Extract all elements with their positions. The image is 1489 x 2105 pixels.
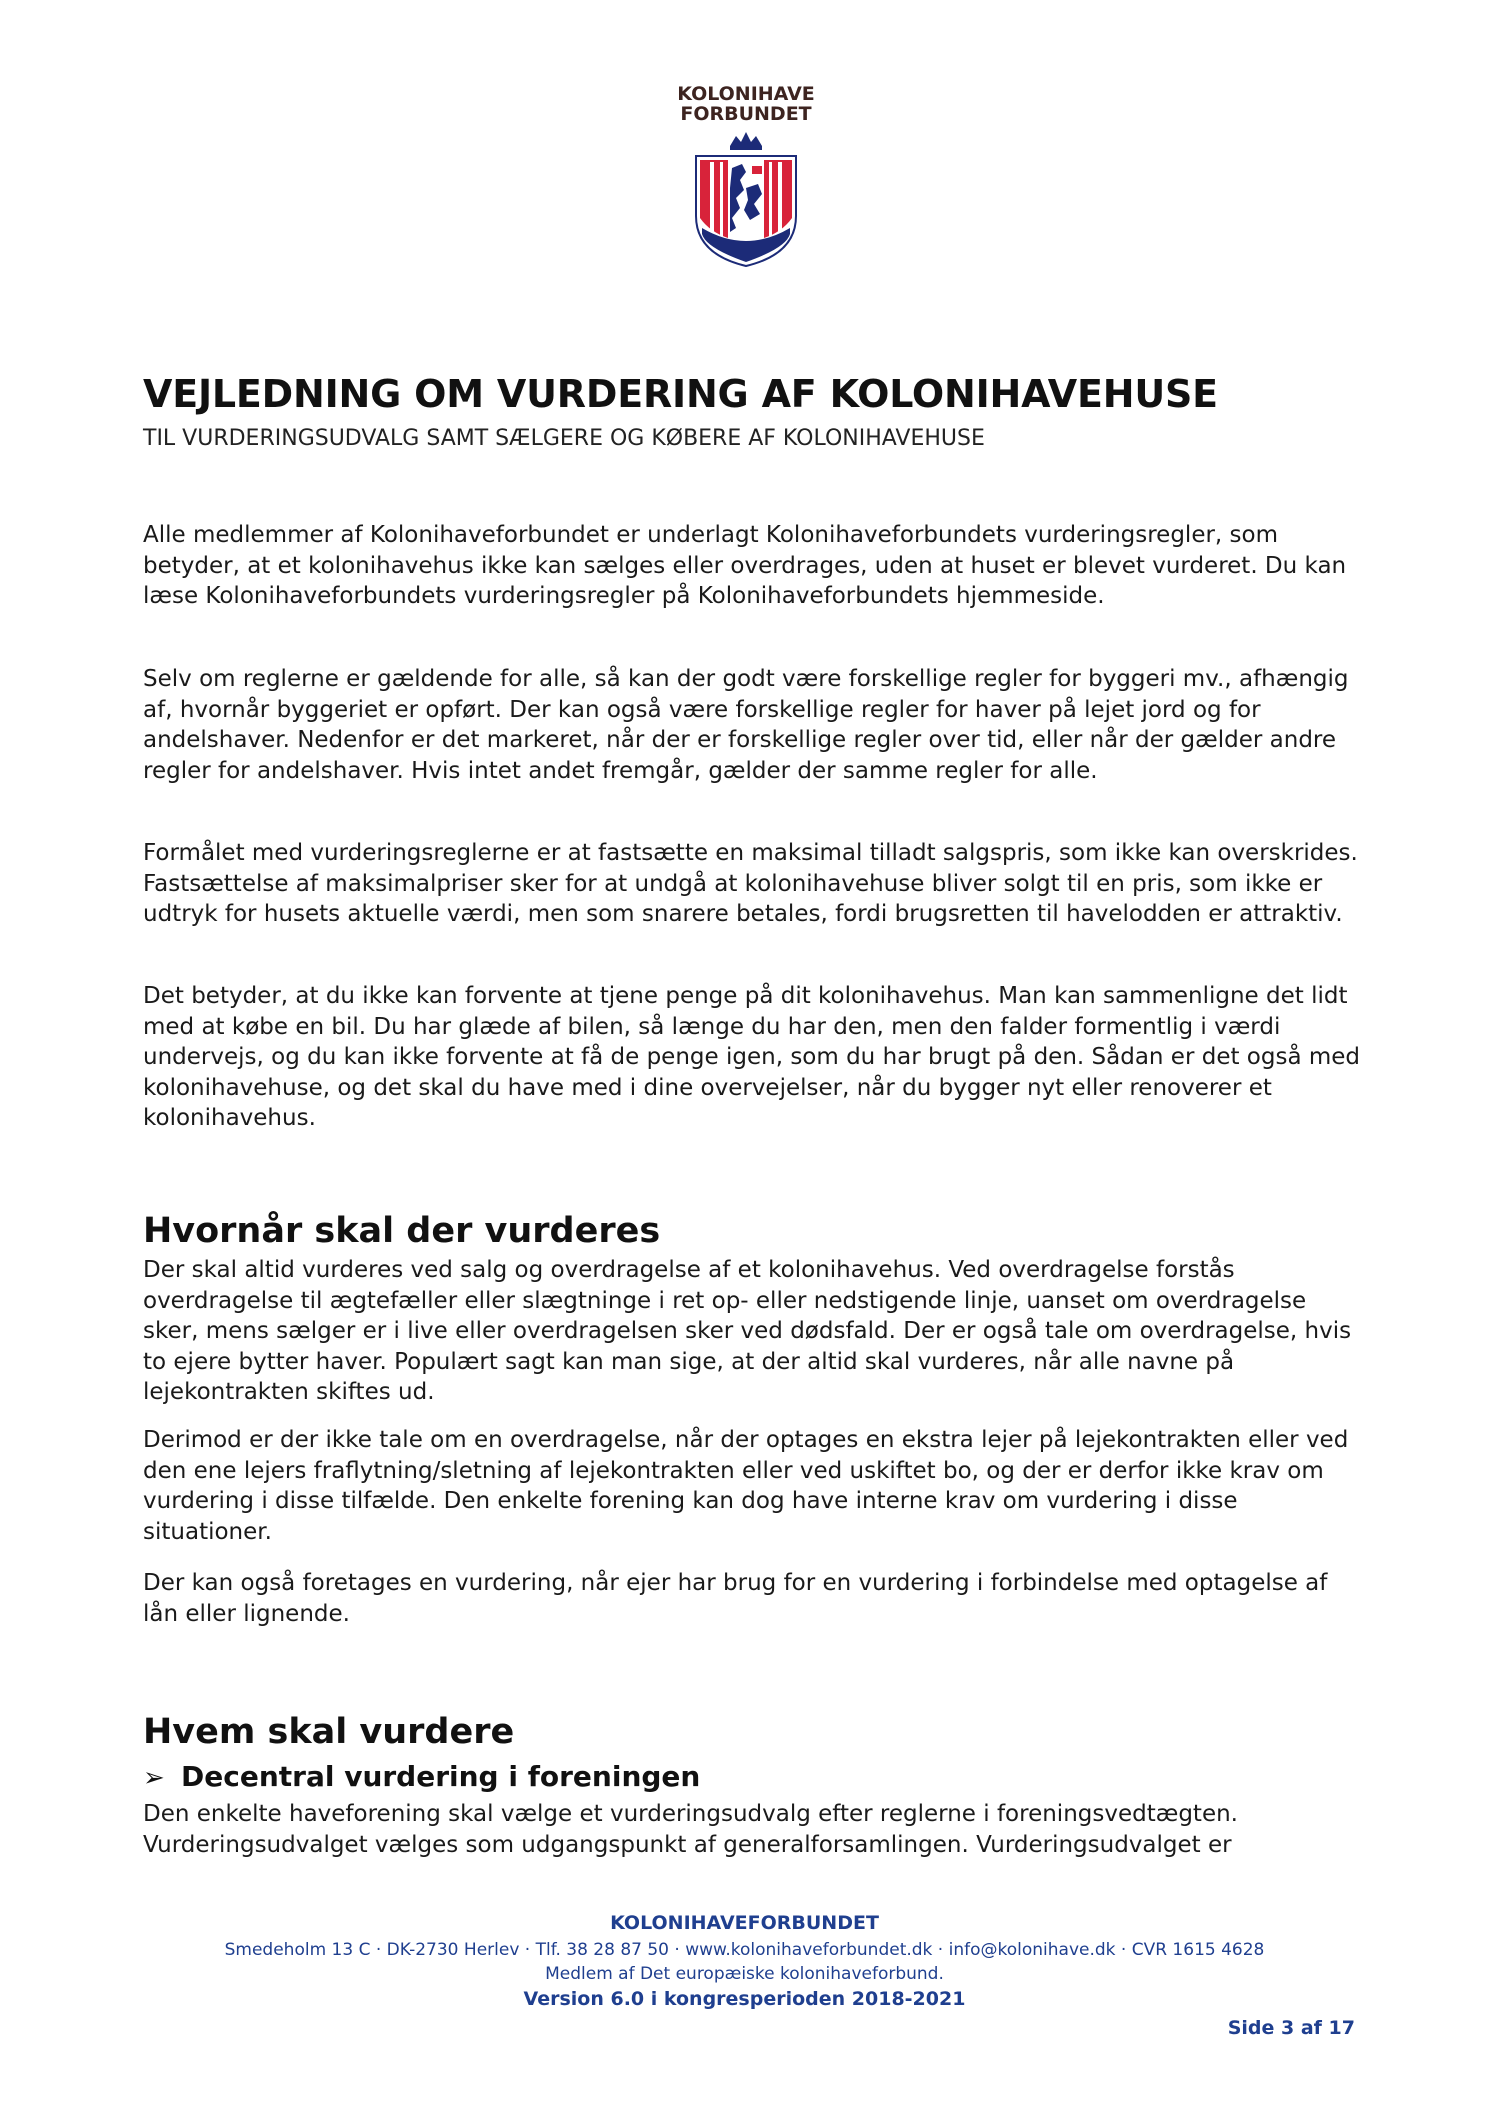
intro-paragraph-1: Alle medlemmer af Kolonihaveforbundet er underlagt Kolonihaveforbundets vurderingsregler, som betyder, at et kolonihavehus ikke kan sælges eller overdrages, uden at huset er blevet vurderet. Du kan læse Kolonihaveforbundets vurderingsregler på Kolonihaveforbundets hjemmeside.	[143, 522, 1347, 609]
intro-paragraph-3: Formålet med vurderingsreglerne er at fastsætte en maksimal tilladt salgspris, som ikke kan overskrides. Fastsættelse af maksimalpriser sker for at undgå at kolonihavehuse bliver solgt til en pris, som ikke er udtryk for husets aktuelle værdi, men som snarere betales, fordi brugsretten til havelodden er attraktiv.	[143, 840, 1358, 927]
section1-paragraph-3: Der kan også foretages en vurdering, når ejer har brug for en vurdering i forbindelse med optagelse af lån eller lignende.	[143, 1570, 1328, 1627]
document-subtitle: TIL VURDERINGSUDVALG SAMT SÆLGERE OG KØBERE AF KOLONIHAVEHUSE	[143, 426, 985, 451]
section-heading-hvornaar: Hvornår skal der vurderes	[143, 1211, 661, 1251]
footer-version: Version 6.0 i kongresperioden 2018-2021	[523, 1988, 966, 2010]
document-title: VEJLEDNING OM VURDERING AF KOLONIHAVEHUSE	[143, 372, 1218, 416]
footer-address: Smedeholm 13 C · DK-2730 Herlev · Tlf. 38 28 87 50 · www.kolonihaveforbundet.dk · info@kolonihave.dk · CVR 1615 4628	[224, 1940, 1265, 1960]
intro-paragraph-2: Selv om reglerne er gældende for alle, så kan der godt være forskellige regler for byggeri mv., afhængig af, hvornår byggeriet er opført. Der kan også være forskellige regler for haver på lejet jord og for andelshaver. Nedenfor er det markeret, når der er forskellige regler over tid, eller når der gælder andre regler for andelshaver. Hvis intet andet fremgår, gælder der samme regler for alle.	[143, 666, 1349, 784]
section-heading-hvem: Hvem skal vurdere	[143, 1712, 515, 1752]
crest-icon	[686, 128, 806, 268]
arrow-bullet-icon: ➢	[143, 1763, 165, 1793]
section2-paragraph: Den enkelte haveforening skal vælge et vurderingsudvalg efter reglerne i foreningsvedtægten. Vurderingsudvalget vælges som udgangspunkt af generalforsamlingen. Vurderingsudvalget er	[143, 1801, 1238, 1858]
footer-membership: Medlem af Det europæiske kolonihaveforbund.	[545, 1964, 944, 1984]
page-number: Side 3 af 17	[1227, 2017, 1355, 2039]
logo-text-line1: KOLONIHAVE	[677, 83, 815, 105]
subheading-decentral	[143, 1760, 700, 1793]
section1-paragraph-2: Derimod er der ikke tale om en overdragelse, når der optages en ekstra lejer på lejekontrakten eller ved den ene lejers fraflytning/sletning af lejekontrakten eller ved uskiftet bo, og der er derfor ikke krav om vurdering i disse tilfælde. Den enkelte forening kan dog have interne krav om vurdering i disse situationer.	[143, 1427, 1349, 1545]
section1-paragraph-1: Der skal altid vurderes ved salg og overdragelse af et kolonihavehus. Ved overdragelse forstås overdragelse til ægtefæller eller slægtninge i ret op- eller nedstigende linje, uanset om overdragelse sker, mens sælger er i live eller overdragelsen sker ved dødsfald. Der er også tale om overdragelse, hvis to ejere bytter haver. Populært sagt kan man sige, at der altid skal vurderes, når alle navne på lejekontrakten skiftes ud.	[143, 1257, 1352, 1405]
intro-paragraph-4: Det betyder, at du ikke kan forvente at tjene penge på dit kolonihavehus. Man kan sammenligne det lidt med at købe en bil. Du har glæde af bilen, så længe du har den, men den falder formentlig i værdi undervejs, og du kan ikke forvente at få de penge igen, som du har brugt på den. Sådan er det også med kolonihavehuse, og det skal du have med i dine overvejelser, når du bygger nyt eller renoverer et kolonihavehus.	[143, 983, 1361, 1131]
footer-org-name: KOLONIHAVEFORBUNDET	[610, 1912, 879, 1934]
logo-text-line2: FORBUNDET	[680, 103, 812, 125]
subheading-text: Decentral vurdering i foreningen	[181, 1760, 701, 1793]
kolonihaveforbundet-logo	[676, 84, 816, 274]
